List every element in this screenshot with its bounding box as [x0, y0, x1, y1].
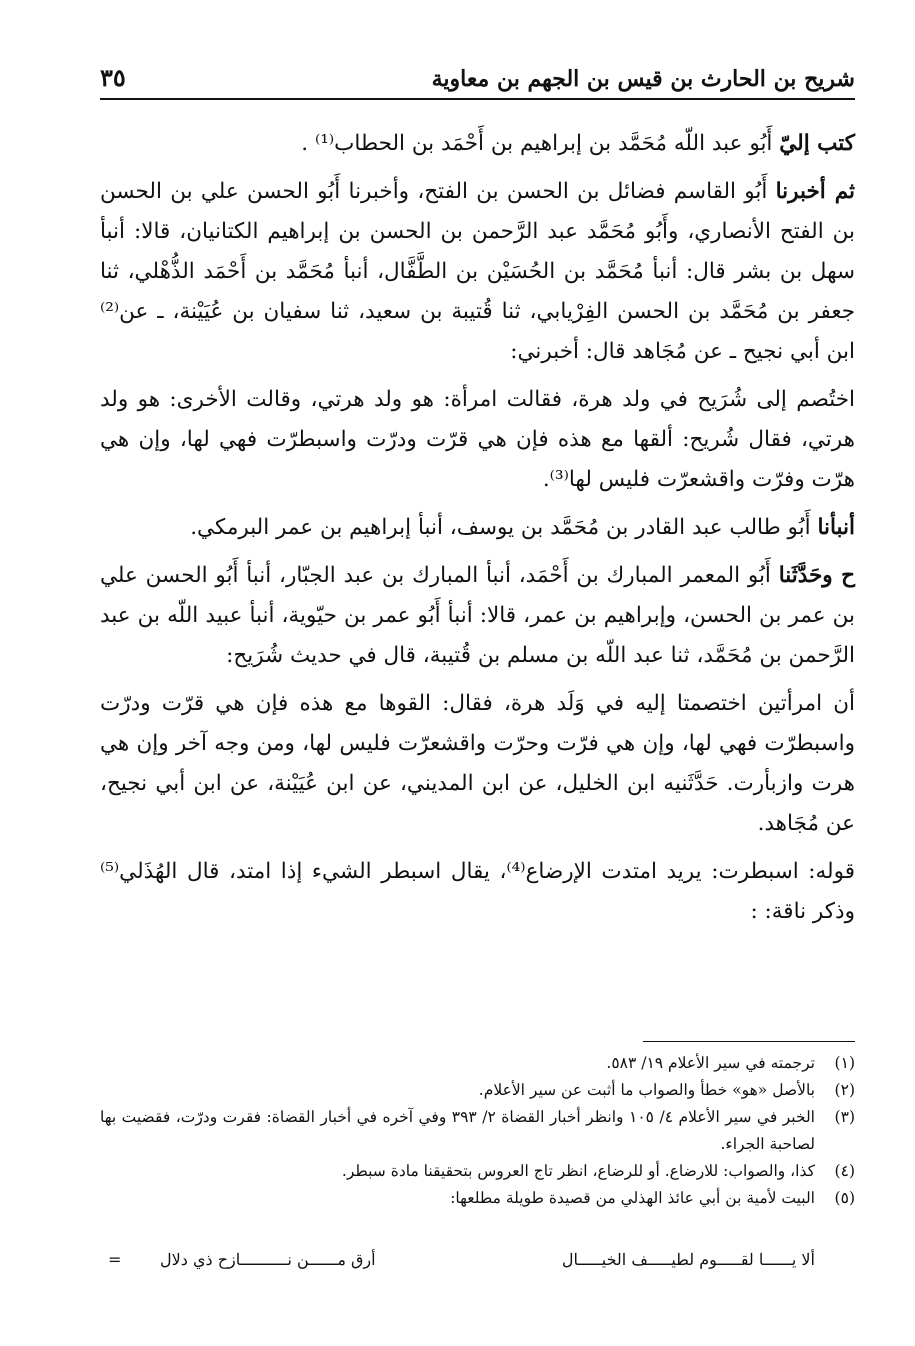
footnote-text: بالأصل «هو» خطأ والصواب ما أثبت عن سير الأعلام.	[478, 1081, 815, 1099]
footnote-number: (٥)	[834, 1189, 855, 1207]
page-header	[100, 62, 855, 92]
footnote-text: ترجمته في سير الأعلام ١٩/ ٥٨٣.	[606, 1054, 815, 1072]
footnote-number: (١)	[834, 1054, 855, 1072]
paragraph-lead: ح وحَدَّثَنا	[778, 563, 855, 588]
paragraph-text: أَبُو عبد اللّه مُحَمَّد بن إبراهيم بن أَحْمَد بن الحطاب⁽¹⁾ .	[301, 131, 780, 156]
paragraph-3: اختُصم إلى شُرَيح في ولد هرة، فقالت امرأة: هو ولد هرتي، وقالت الأخرى: هو ولد هرتي، فقال شُريح: ألقها مع هذه فإن هي قرّت ودرّت واسبطرّت فهي لها، وإن هي هرّت وفرّت واقشعرّت فليس لها⁽³⁾.	[100, 387, 855, 492]
footnote-2	[100, 1077, 855, 1104]
running-title: شريح بن الحارث بن قيس بن الجهم بن معاوية	[431, 66, 855, 92]
verse-hemistich-2: أرق مــــــن نــــــــــازح ذي دلال	[160, 1250, 376, 1269]
paragraph-lead: كتب إليّ	[779, 131, 855, 156]
paragraph-text: أَبُو طالب عبد القادر بن مُحَمَّد بن يوسف، أنبأ إبراهيم بن عمر البرمكي.	[190, 515, 818, 540]
verse-hemistich-1: ألا يــــــا لقـــــوم لطيـــــف الخيـــــال	[561, 1250, 815, 1269]
paragraph-2	[100, 172, 855, 372]
footnote-3	[100, 1104, 855, 1158]
footnote-1	[100, 1050, 855, 1077]
paragraph-7: قوله: اسبطرت: يريد امتدت الإرضاع⁽⁴⁾، يقال اسبطر الشيء إذا امتد، قال الهُذَلي⁽⁵⁾ وذكر ناقة: :	[100, 859, 855, 924]
page-number: ٣٥	[100, 63, 126, 92]
header-rule	[100, 98, 855, 100]
footnote-4	[100, 1158, 855, 1185]
continuation-mark: =	[108, 1250, 122, 1269]
footnote-5	[100, 1185, 855, 1212]
footnote-text: الخبر في سير الأعلام ٤/ ١٠٥ وانظر أخبار القضاة ٢/ ٣٩٣ وفي آخره في أخبار القضاة: فقرت ودرّت، فقضيت بها لصاحبة الجراء.	[100, 1108, 815, 1153]
paragraph-1	[100, 124, 855, 164]
footnote-text: البيت لأمية بن أبي عائذ الهذلي من قصيدة طويلة مطلعها:	[450, 1189, 815, 1207]
paragraph-6: أن امرأتين اختصمتا إليه في وَلَد هرة، فقال: القوها مع هذه فإن هي قرّت ودرّت واسبطرّت فهي لها، وإن هي فرّت وحرّت واقشعرّت فليس لها، ومن وجه آخر وإن هي هرت وازبأرت. حَدَّثَنيه ابن الخليل، عن ابن المديني، عن ابن عُيَيْنة، عن ابن أبي نجيح، عن مُجَاهد.	[100, 691, 855, 836]
paragraph-lead: أنبأنا	[817, 515, 855, 540]
footnote-number: (٤)	[834, 1162, 855, 1180]
paragraph-lead: ثم أخبرنا	[775, 179, 855, 204]
footnote-text: كذا، والصواب: للارضاع. أو للرضاع، انظر تاج العروس بتحقيقنا مادة سبطر.	[341, 1162, 815, 1180]
footnote-number: (٣)	[834, 1108, 855, 1126]
verse-line	[100, 1250, 815, 1280]
body-text	[100, 124, 855, 932]
footnote-rule	[643, 1041, 855, 1042]
paragraph-4	[100, 508, 855, 548]
paragraph-5	[100, 556, 855, 676]
paragraph-text: أَبُو القاسم فضائل بن الحسن بن الفتح، وأخبرنا أَبُو الحسن علي بن الحسن بن الفتح الأنصاري، وأَبُو مُحَمَّد عبد الرَّحمن بن الحسن بن إبراهيم الكتانيان، قالا: أنبأ سهل بن بشر قال: أنبأ مُحَمَّد بن الحُسَيْن بن الطَّفَّال، أنبأ مُحَمَّد بن أَحْمَد الذُّهْلي، ثنا جعفر بن مُحَمَّد بن الحسن الفِرْيابي، ثنا قُتيبة بن سعيد، ثنا سفيان بن عُيَيْنة، ـ عن⁽²⁾ ابن أبي نجيح ـ عن مُجَاهد قال: أخبرني:	[100, 179, 855, 364]
footnote-number: (٢)	[834, 1081, 855, 1099]
paragraph-text: أَبُو المعمر المبارك بن أَحْمَد، أنبأ المبارك بن عبد الجبّار، أنبأ أَبُو الحسن علي بن عمر بن الحسن، وإبراهيم بن عمر، قالا: أنبأ أَبُو عمر بن حيّوية، أنبأ عبيد اللّه بن عبد الرَّحمن بن مُحَمَّد، ثنا عبد اللّه بن مسلم بن قُتيبة، قال في حديث شُرَيح:	[100, 563, 855, 668]
footnotes	[100, 1050, 855, 1212]
